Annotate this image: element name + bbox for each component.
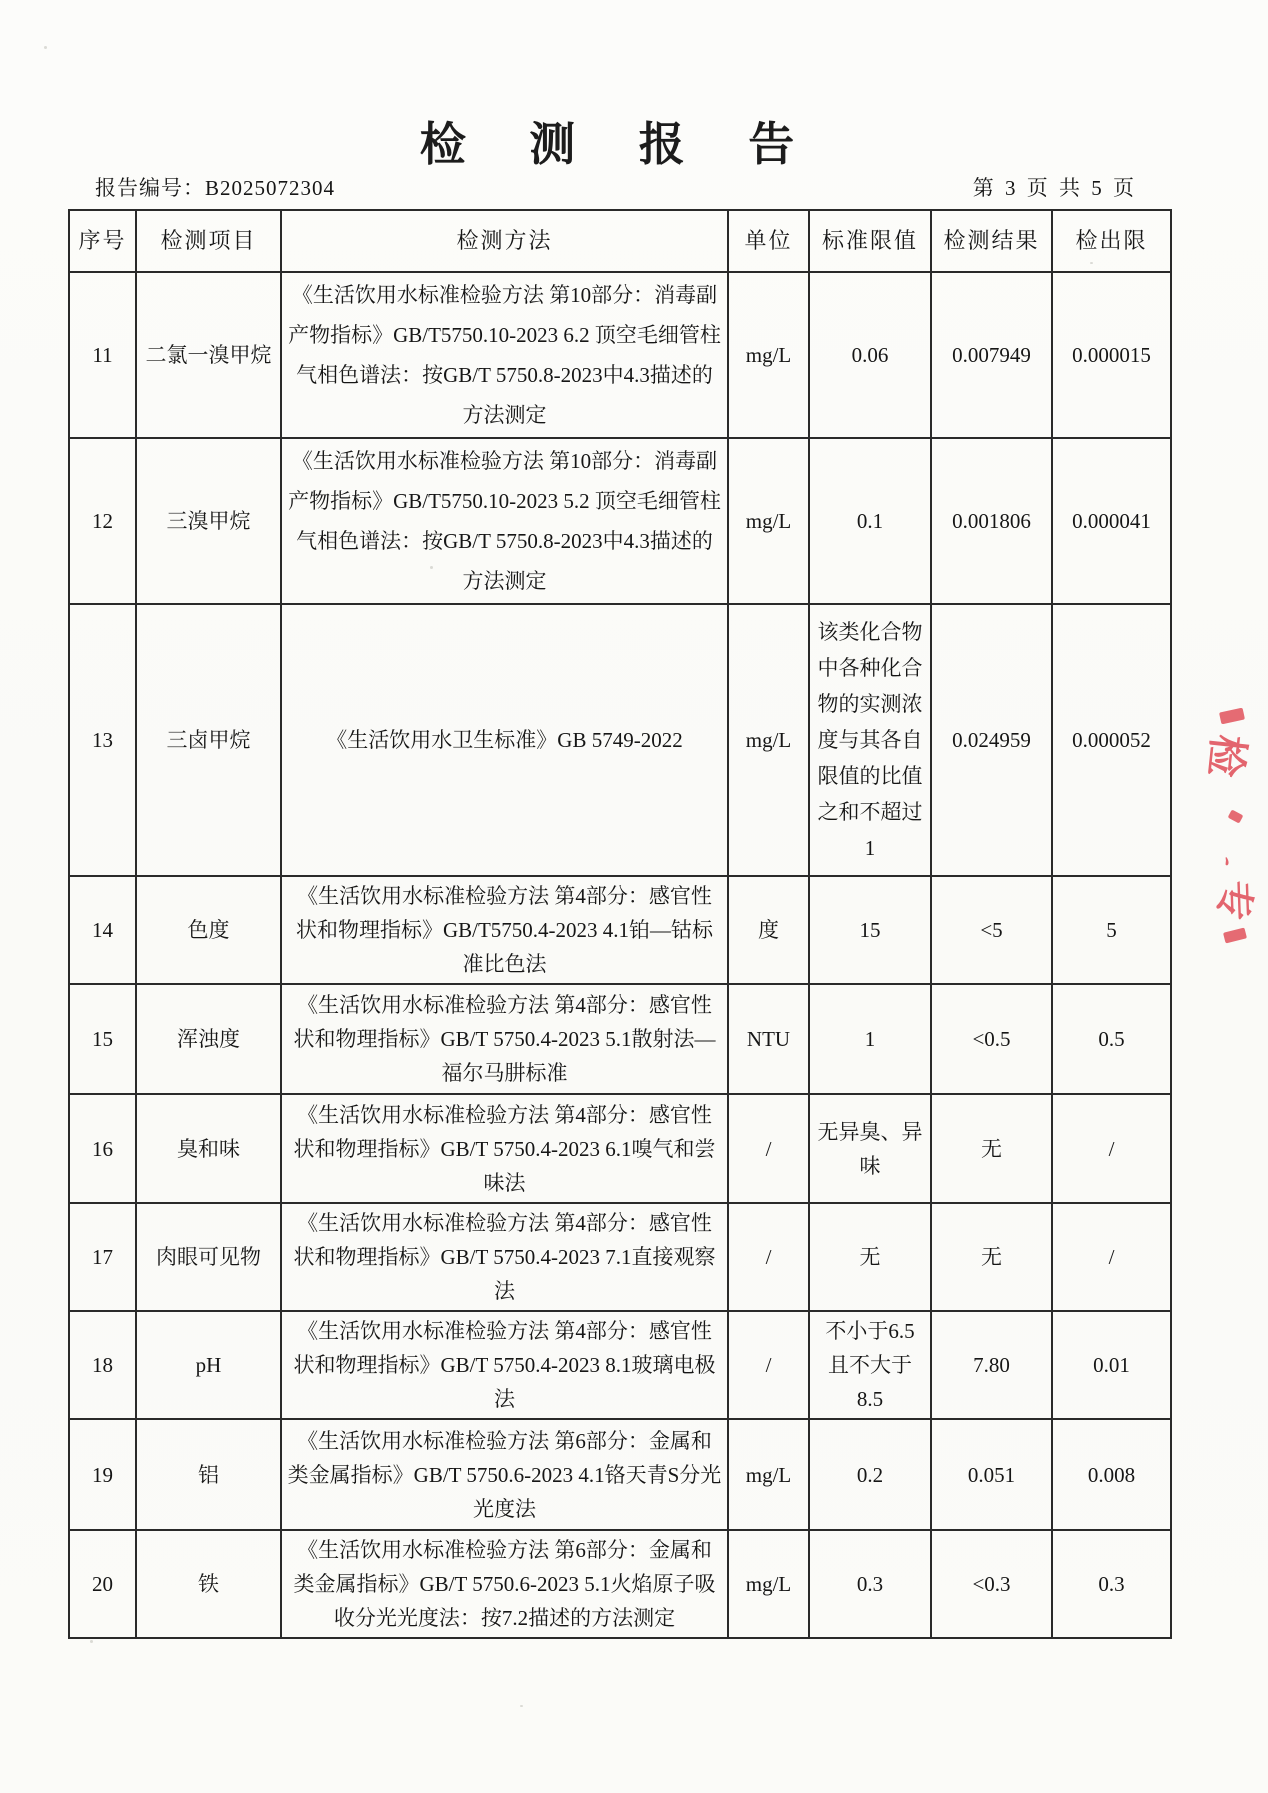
table-row	[69, 272, 1171, 438]
report-number-label: 报告编号：	[95, 176, 205, 200]
cell-result: 0.024959	[931, 604, 1052, 876]
cell-unit: mg/L	[728, 272, 809, 438]
cell-unit: 度	[728, 876, 809, 984]
table-row	[69, 1419, 1171, 1530]
cell-result: <0.5	[931, 984, 1052, 1094]
cell-lod: /	[1052, 1094, 1171, 1203]
cell-result: 0.007949	[931, 272, 1052, 438]
cell-method: 《生活饮用水标准检验方法 第4部分：感官性状和物理指标》GB/T 5750.4-2023 6.1嗅气和尝味法	[281, 1094, 728, 1203]
cell-lod: 0.5	[1052, 984, 1171, 1094]
cell-limit: 1	[809, 984, 931, 1094]
cell-method: 《生活饮用水标准检验方法 第6部分：金属和类金属指标》GB/T 5750.6-2023 5.1火焰原子吸收分光光度法：按7.2描述的方法测定	[281, 1530, 728, 1638]
cell-lod: 0.3	[1052, 1530, 1171, 1638]
header-item: 检测项目	[136, 210, 281, 272]
cell-method: 《生活饮用水标准检验方法 第4部分：感官性状和物理指标》GB/T 5750.4-2023 5.1散射法—福尔马肼标准	[281, 984, 728, 1094]
table-row	[69, 604, 1171, 876]
cell-no: 13	[69, 604, 136, 876]
cell-limit: 0.1	[809, 438, 931, 604]
cell-item: 色度	[136, 876, 281, 984]
cell-lod: 5	[1052, 876, 1171, 984]
report-number	[95, 172, 335, 202]
cell-item: 二氯一溴甲烷	[136, 272, 281, 438]
scan-speck	[90, 1640, 93, 1643]
cell-result: 0.001806	[931, 438, 1052, 604]
cell-limit: 0.06	[809, 272, 931, 438]
cell-limit: 不小于6.5且不大于8.5	[809, 1311, 931, 1419]
scan-speck	[430, 566, 433, 569]
cell-no: 15	[69, 984, 136, 1094]
cell-limit: 15	[809, 876, 931, 984]
cell-item: 铁	[136, 1530, 281, 1638]
cell-limit: 0.2	[809, 1419, 931, 1530]
table-row	[69, 984, 1171, 1094]
cell-unit: mg/L	[728, 1530, 809, 1638]
cell-no: 12	[69, 438, 136, 604]
cell-limit: 无异臭、异味	[809, 1094, 931, 1203]
cell-method: 《生活饮用水标准检验方法 第4部分：感官性状和物理指标》GB/T5750.4-2023 4.1铂—钴标准比色法	[281, 876, 728, 984]
cell-result: 无	[931, 1203, 1052, 1311]
cell-item: pH	[136, 1311, 281, 1419]
cell-unit: mg/L	[728, 1419, 809, 1530]
cell-method: 《生活饮用水标准检验方法 第4部分：感官性状和物理指标》GB/T 5750.4-2023 8.1玻璃电极法	[281, 1311, 728, 1419]
table-row	[69, 438, 1171, 604]
stamp-character: 检	[1199, 732, 1251, 779]
table-row	[69, 1530, 1171, 1638]
cell-no: 19	[69, 1419, 136, 1530]
table-header-row	[69, 210, 1171, 272]
cell-lod: /	[1052, 1203, 1171, 1311]
test-results-table	[68, 209, 1172, 1639]
cell-item: 肉眼可见物	[136, 1203, 281, 1311]
scan-speck	[520, 1705, 523, 1707]
header-method: 检测方法	[281, 210, 728, 272]
cell-no: 18	[69, 1311, 136, 1419]
cell-no: 16	[69, 1094, 136, 1203]
cell-method: 《生活饮用水标准检验方法 第10部分：消毒副产物指标》GB/T5750.10-2023 5.2 顶空毛细管柱气相色谱法：按GB/T 5750.8-2023中4.3描述的方法测定	[281, 438, 728, 604]
cell-item: 三溴甲烷	[136, 438, 281, 604]
header-lod: 检出限	[1052, 210, 1171, 272]
page-number-indicator: 第 3 页 共 5 页	[972, 176, 1137, 200]
cell-result: 7.80	[931, 1311, 1052, 1419]
cell-result: 0.051	[931, 1419, 1052, 1530]
table-row	[69, 876, 1171, 984]
scan-speck	[1090, 262, 1093, 264]
cell-no: 20	[69, 1530, 136, 1638]
cell-item: 浑浊度	[136, 984, 281, 1094]
header-unit: 单位	[728, 210, 809, 272]
cell-lod: 0.01	[1052, 1311, 1171, 1419]
cell-unit: /	[728, 1203, 809, 1311]
page-title: 检 测 报 告	[419, 119, 821, 170]
cell-limit: 该类化合物中各种化合物的实测浓度与其各自限值的比值之和不超过1	[809, 604, 931, 876]
cell-item: 臭和味	[136, 1094, 281, 1203]
cell-item: 铝	[136, 1419, 281, 1530]
cell-limit: 无	[809, 1203, 931, 1311]
stamp-character: 、	[1219, 844, 1253, 878]
cell-no: 11	[69, 272, 136, 438]
header-no: 序号	[69, 210, 136, 272]
cell-method: 《生活饮用水卫生标准》GB 5749-2022	[281, 604, 728, 876]
cell-limit: 0.3	[809, 1530, 931, 1638]
cell-unit: /	[728, 1311, 809, 1419]
cell-no: 17	[69, 1203, 136, 1311]
table-row	[69, 1311, 1171, 1419]
stamp-bar-mark	[1223, 928, 1247, 944]
stamp-bar-mark	[1219, 708, 1245, 725]
header-limit: 标准限值	[809, 210, 931, 272]
scan-speck	[44, 46, 47, 49]
report-number-value: B2025072304	[205, 176, 336, 200]
cell-item: 三卤甲烷	[136, 604, 281, 876]
cell-lod: 0.008	[1052, 1419, 1171, 1530]
stamp-character: 专	[1210, 879, 1258, 922]
cell-no: 14	[69, 876, 136, 984]
cell-unit: NTU	[728, 984, 809, 1094]
cell-method: 《生活饮用水标准检验方法 第10部分：消毒副产物指标》GB/T5750.10-2023 6.2 顶空毛细管柱气相色谱法：按GB/T 5750.8-2023中4.3描述的方法测定	[281, 272, 728, 438]
report-meta	[95, 172, 1173, 202]
cell-unit: mg/L	[728, 604, 809, 876]
cell-unit: mg/L	[728, 438, 809, 604]
cell-unit: /	[728, 1094, 809, 1203]
cell-method: 《生活饮用水标准检验方法 第6部分：金属和类金属指标》GB/T 5750.6-2023 4.1铬天青S分光光度法	[281, 1419, 728, 1530]
cell-lod: 0.000052	[1052, 604, 1171, 876]
table-row	[69, 1094, 1171, 1203]
cell-result: 无	[931, 1094, 1052, 1203]
header-result: 检测结果	[931, 210, 1052, 272]
cell-result: <5	[931, 876, 1052, 984]
cell-lod: 0.000015	[1052, 272, 1171, 438]
cell-lod: 0.000041	[1052, 438, 1171, 604]
cell-method: 《生活饮用水标准检验方法 第4部分：感官性状和物理指标》GB/T 5750.4-2023 7.1直接观察法	[281, 1203, 728, 1311]
cell-result: <0.3	[931, 1530, 1052, 1638]
stamp-bar-mark	[1228, 809, 1244, 823]
table-row	[69, 1203, 1171, 1311]
